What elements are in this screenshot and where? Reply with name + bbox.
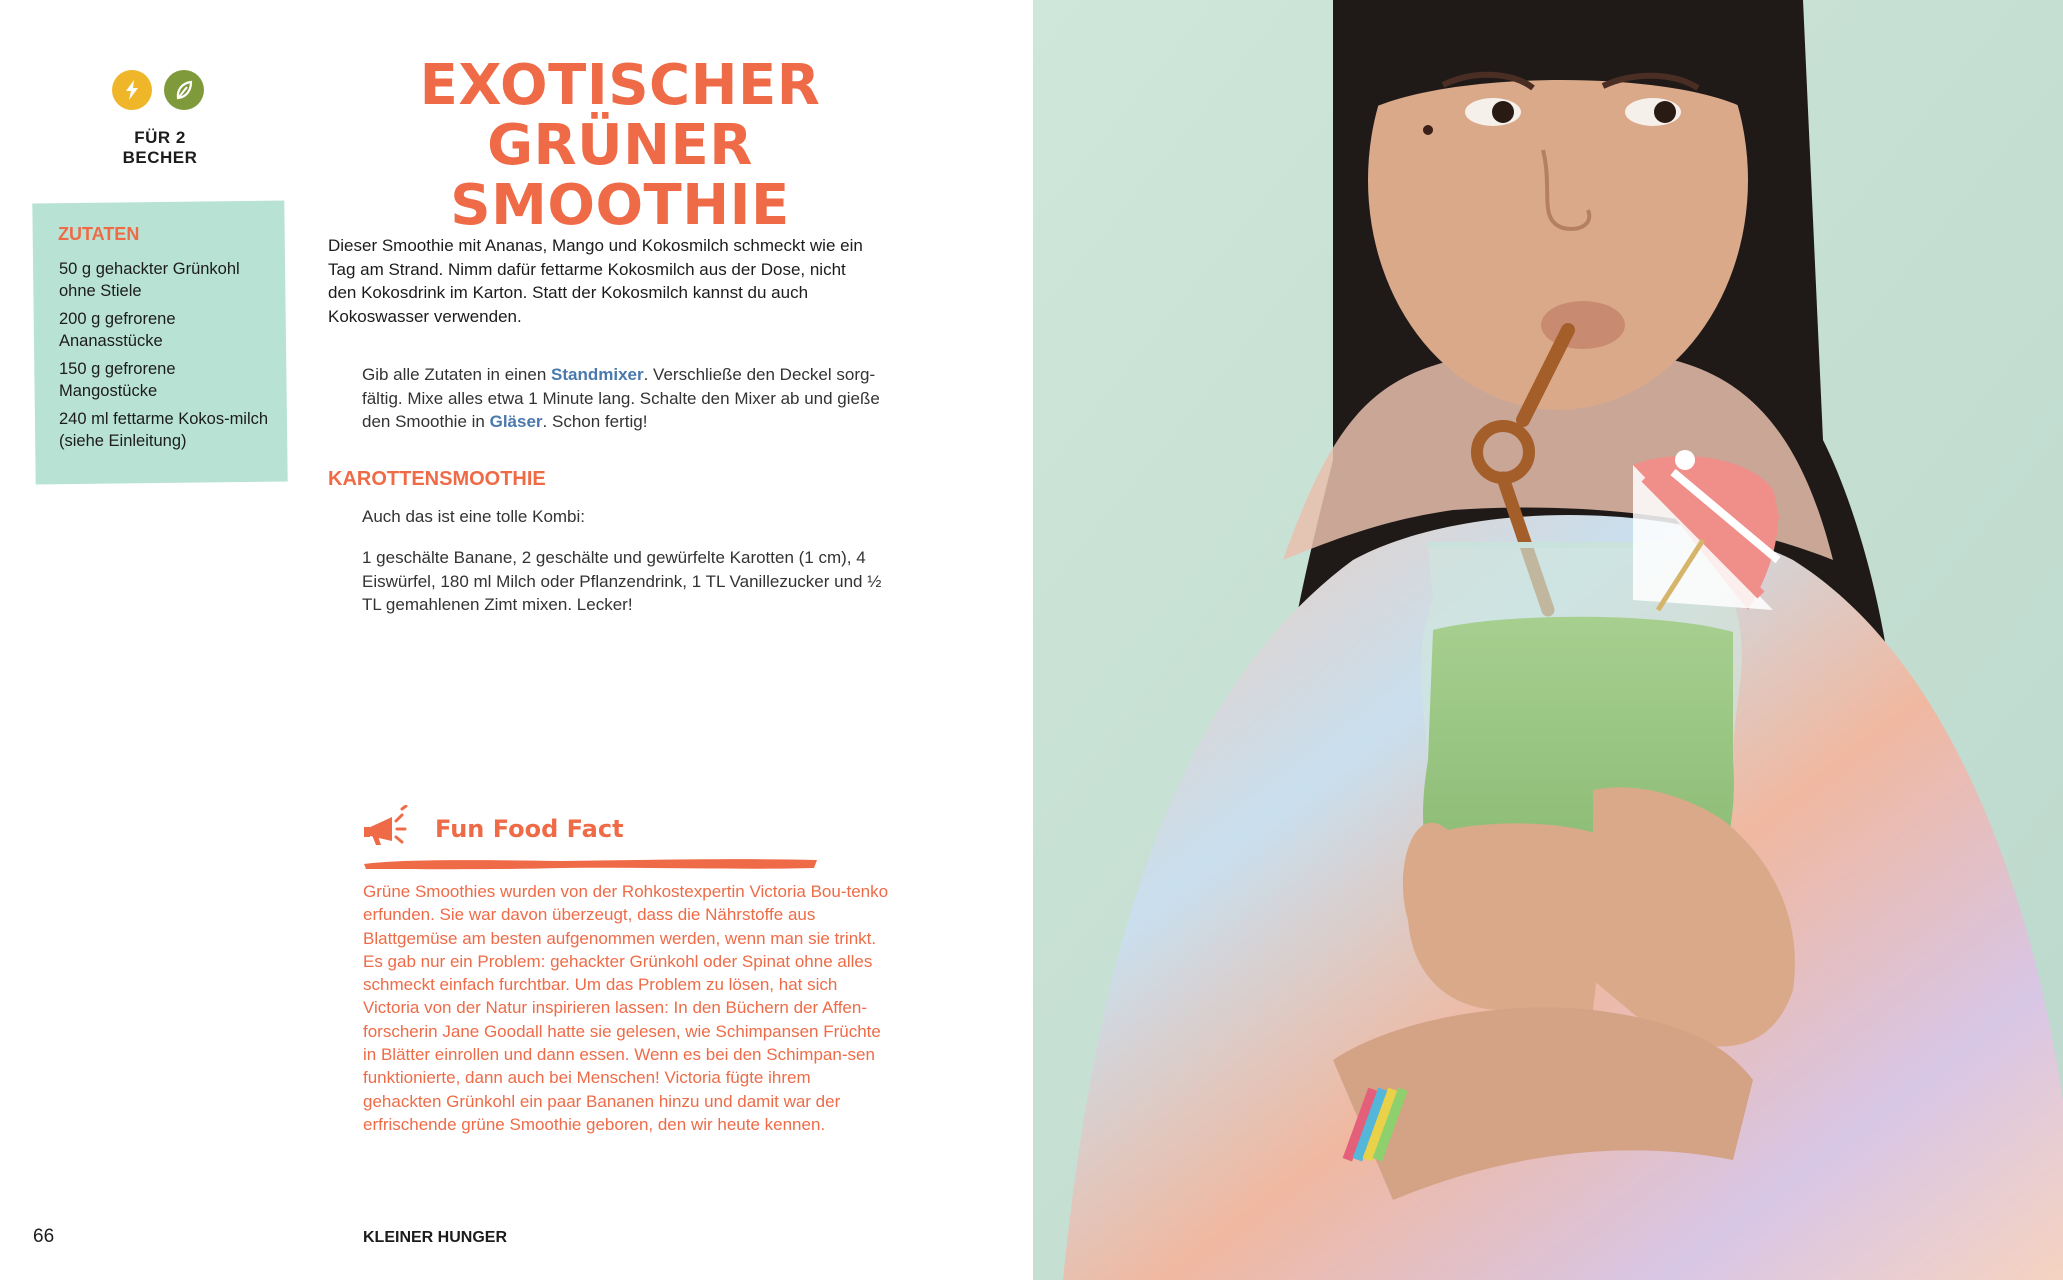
title-line-1: EXOTISCHER [419, 53, 821, 118]
variation-text: 1 geschälte Banane, 2 geschälte und gewürfelte Karotten (1 cm), 4 Eiswürfel, 180 ml Milch oder Pflanzendrink, 1 TL Vanillezucker und ½ TL gemahlenen Zimt mixen. Lecker! [362, 548, 882, 614]
servings-label: FÜR 2 BECHER [122, 128, 198, 167]
keyword-standmixer: Standmixer [551, 365, 644, 384]
title-line-2: GRÜNER SMOOTHIE [450, 113, 790, 238]
recipe-title [325, 53, 915, 238]
smoothie-photo [1033, 0, 2063, 1280]
instructions-paragraph [362, 363, 897, 434]
ingredient-item: 240 ml fettarme Kokos-milch (siehe Einleitung) [59, 410, 269, 450]
ingredient-item: 200 g gefrorene Ananasstücke [59, 310, 176, 350]
fun-food-fact-title: Fun Food Fact [435, 815, 624, 843]
fun-food-fact-text: Grüne Smoothies wurden von der Rohkostexpertin Victoria Bou-tenko erfunden. Sie war davon überzeugt, dass die Nährstoffe aus Blattgemüse am besten aufgenommen werden, wenn man sie trinkt. Es gab nur ein Problem: gehackter Grünkohl oder Spinat ohne alles schmeckt einfach furchtbar. Um das Problem zu lösen, hat sich Victoria von der Natur inspirieren lassen: In den Büchern der Affen-forscherin Jane Goodall hatte sie gelesen, wie Schimpansen Früchte in Blätter einrollen und dann essen. Wenn es bei den Schimpan-sen funktionierte, dann auch bei Menschen! Victoria fügte ihrem gehackten Grünkohl ein paar Bananen hinzu und damit war der erfrischende grüne Smoothie geboren, den wir heute kennen. [363, 882, 889, 1134]
page-number: 66 [33, 1226, 55, 1247]
keyword-glaeser: Gläser [489, 412, 543, 431]
instructions-text: Gib alle Zutaten in einen [362, 365, 552, 384]
lightning-icon [112, 70, 152, 110]
variation-intro: Auch das ist eine tolle Kombi: [362, 507, 586, 526]
section-label: KLEINER HUNGER [363, 1229, 508, 1246]
megaphone-icon [362, 805, 422, 849]
instructions-text: . Schon fertig! [542, 412, 648, 431]
ingredients-list [59, 258, 274, 458]
instructions-text: . Verschließe den Deckel sorg-fältig. Mixe alles etwa 1 Minute lang. Schalte den Mixer ab und gieße den Smoothie in [362, 365, 880, 431]
ingredient-item: 150 g gefrorene Mangostücke [59, 360, 176, 400]
recipe-icons [112, 70, 204, 110]
brush-stroke-divider [362, 854, 822, 874]
variation-heading: KAROTTENSMOOTHIE [328, 468, 546, 490]
intro-paragraph: Dieser Smoothie mit Ananas, Mango und Kokosmilch schmeckt wie ein Tag am Strand. Nimm dafür fettarme Kokosmilch aus der Dose, nicht den Kokosdrink im Karton. Statt der Kokosmilch kannst du auch Kokoswasser verwenden. [328, 236, 863, 326]
ingredient-item: 50 g gehackter Grünkohl ohne Stiele [59, 260, 240, 300]
leaf-icon [164, 70, 204, 110]
ingredients-heading: ZUTATEN [58, 224, 140, 244]
